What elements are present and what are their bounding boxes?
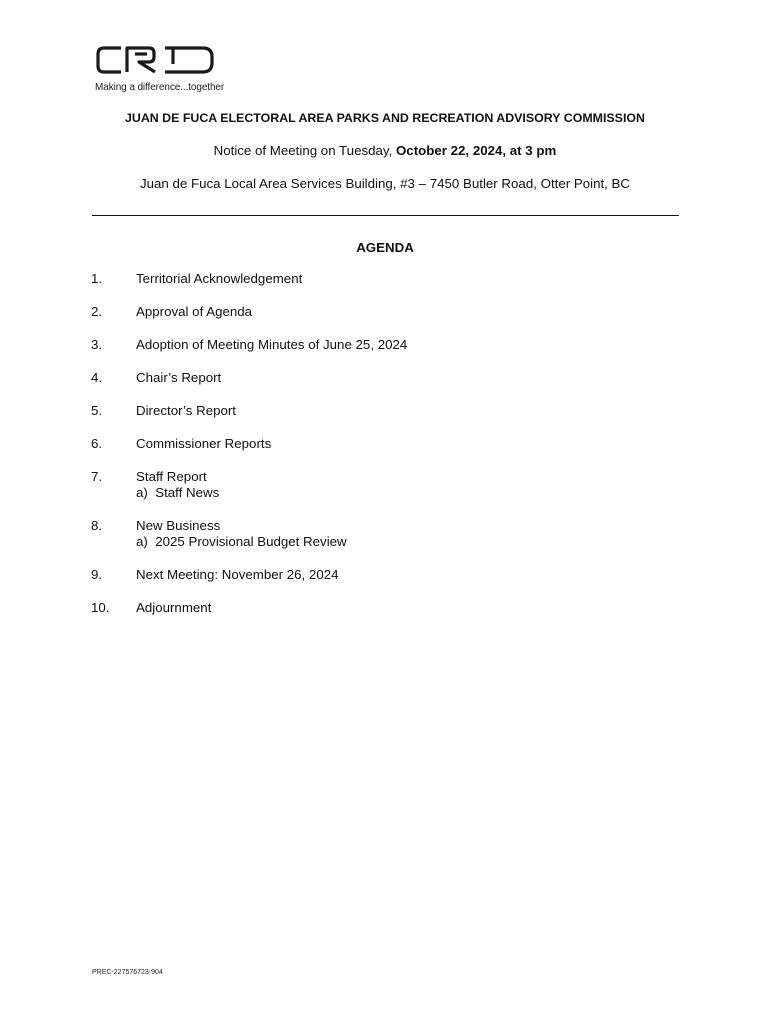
agenda-item-number: 10. <box>91 600 110 615</box>
agenda-item-title: Adjournment <box>136 600 212 615</box>
agenda-item-number: 7. <box>91 469 103 484</box>
agenda-item <box>91 567 651 583</box>
agenda-item-number: 6. <box>91 436 103 451</box>
agenda-item <box>91 469 651 501</box>
agenda-item <box>91 304 651 320</box>
commission-title: JUAN DE FUCA ELECTORAL AREA PARKS AND RECREATION ADVISORY COMMISSION <box>125 111 645 125</box>
agenda-item-title: Chair’s Report <box>136 370 222 385</box>
crd-logo-mark <box>95 44 217 78</box>
agenda-item-title: Commissioner Reports <box>136 436 272 451</box>
agenda-item <box>91 518 651 550</box>
agenda-item <box>91 271 651 287</box>
agenda-item-title: Director’s Report <box>136 403 237 418</box>
agenda-item <box>91 600 651 616</box>
agenda-heading: AGENDA <box>356 240 414 255</box>
agenda-item-title: Territorial Acknowledgement <box>136 271 303 286</box>
meeting-date: October 22, 2024, at 3 pm <box>395 143 557 158</box>
meeting-notice <box>92 143 678 158</box>
agenda-item <box>91 370 651 386</box>
notice-prefix: Notice of Meeting on Tuesday, <box>213 143 396 158</box>
agenda-item-number: 5. <box>91 403 103 418</box>
agenda-item-title: Approval of Agenda <box>136 304 253 319</box>
agenda-item-title: Staff Report <box>136 469 207 484</box>
document-reference: PREC-227576723-904 <box>92 969 163 976</box>
agenda-item-number: 8. <box>91 518 103 533</box>
agenda-item-number: 2. <box>91 304 103 319</box>
agenda-item-title: New Business <box>136 518 221 533</box>
agenda-item-title: Next Meeting: November 26, 2024 <box>136 567 339 582</box>
agenda-list <box>91 271 651 633</box>
agenda-item <box>91 337 651 353</box>
agenda-item <box>91 436 651 452</box>
agenda-item-number: 1. <box>91 271 103 286</box>
agenda-item <box>91 403 651 419</box>
agenda-item-number: 3. <box>91 337 103 352</box>
agenda-item-number: 4. <box>91 370 103 385</box>
agenda-item-title: Adoption of Meeting Minutes of June 25, 2024 <box>136 337 408 352</box>
agenda-item-number: 9. <box>91 567 103 582</box>
header-divider <box>92 215 679 216</box>
meeting-location: Juan de Fuca Local Area Services Building, #3 – 7450 Butler Road, Otter Point, BC <box>139 176 631 191</box>
logo-tagline: Making a difference...together <box>95 82 225 93</box>
agenda-sub-item: a) 2025 Provisional Budget Review <box>136 534 347 549</box>
agenda-sub-item: a) Staff News <box>136 485 220 500</box>
